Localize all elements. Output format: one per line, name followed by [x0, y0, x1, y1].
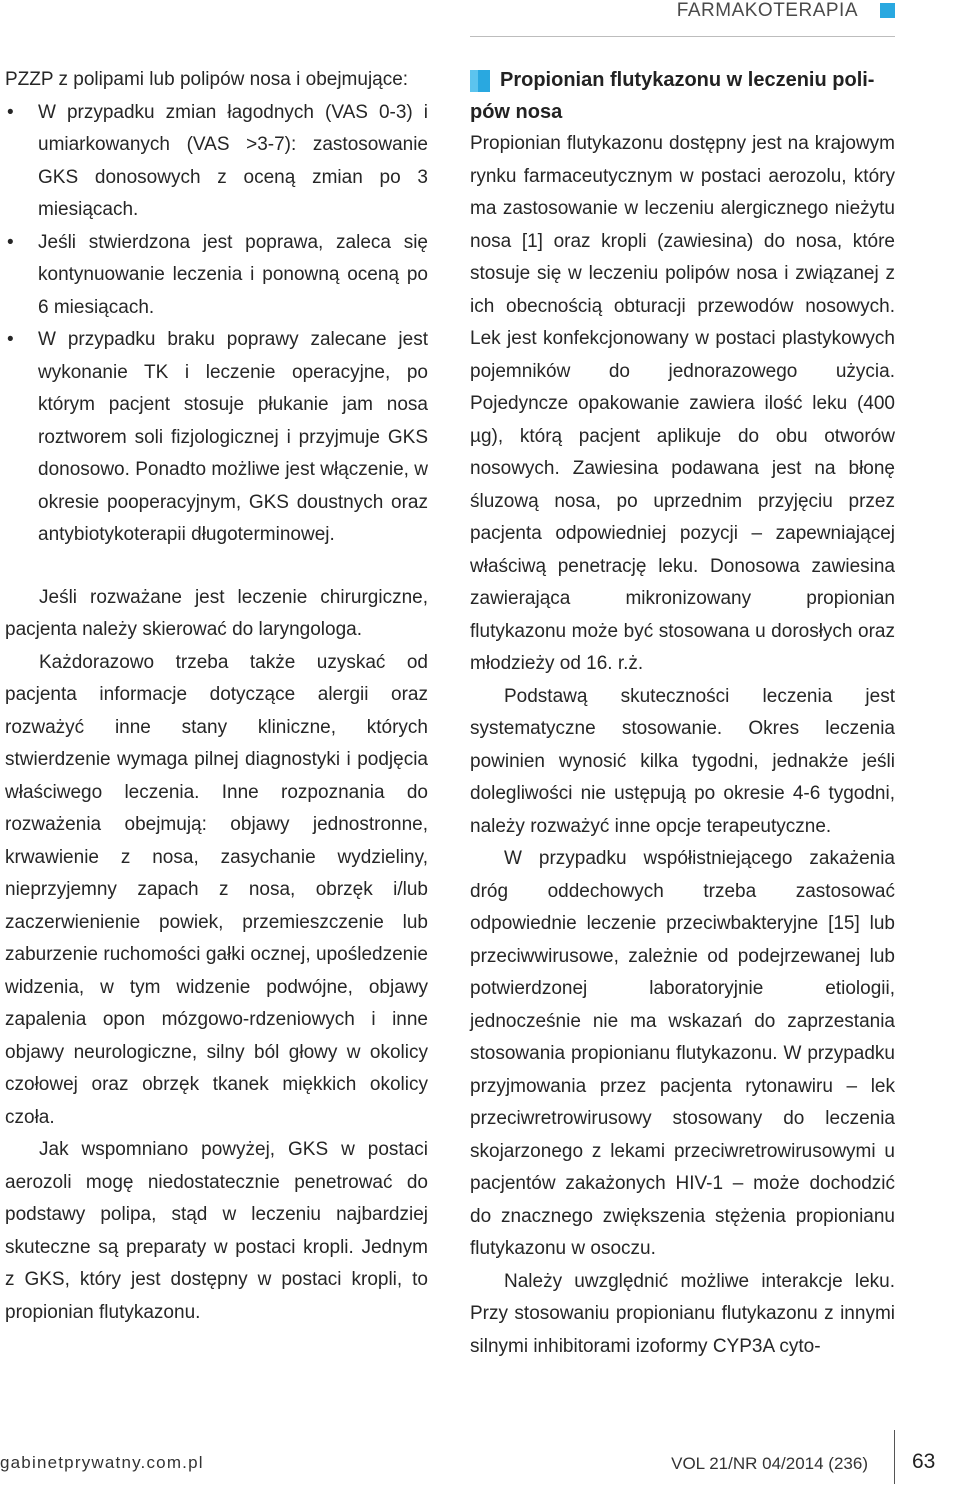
footer-divider [894, 1430, 895, 1484]
header-rule [470, 36, 895, 37]
paragraph: Każdorazowo trzeba także uzyskać od pacjenta informacje dotyczące alergii oraz rozważyć inne stany kliniczne, których stwierdzenie wymaga pilnej diagnostyki i podjęcia właściwego leczenia. Inne rozpoznania do rozważenia obejmują: objawy jednostronne, krwawienie z nosa, zasychanie wydzieliny, nieprzyjemny zapach z nosa, obrzęk i/lub zaczerwienienie powiek, przemieszczenie lub zaburzenie ruchomości gałki ocznej, upośledzenie widzenia, w tym widzenie podwójne, objawy zapalenia opon mózgowo-rdzeniowych i inne objawy neurologiczne, silny ból głowy w okolicy czołowej oraz obrzęk tkanek miękkich okolicy czoła. [5, 651, 428, 1128]
section-heading [470, 64, 895, 128]
spacer [5, 552, 428, 582]
right-column [470, 64, 895, 1363]
list-item-text: W przypadku zmian łagodnych (VAS 0-3) i umiarkowanych (VAS >3-7): zastosowanie GKS donosowych z oceną zmian po 3 miesiącach. [38, 101, 428, 220]
page-footer [0, 1430, 960, 1491]
paragraph: Jak wspomniano powyżej, GKS w postaci aerozoli mogę niedostatecznie penetrować do podstawy polipa, stąd w leczeniu najbardziej skuteczne są preparaty w postaci kropli. Jednym z GKS, który jest dostępny w postaci kropli, to propionian flutykazonu. [5, 1139, 428, 1323]
heading-line-1: Propionian flutykazonu w leczeniu poli- [500, 69, 875, 91]
page-header [0, 0, 960, 40]
bullet-icon: • [7, 231, 14, 253]
section-marker-square [880, 3, 895, 18]
list-item [5, 97, 428, 227]
intro-text: PZZP z polipami lub polipów nosa i obejmujące: [5, 69, 409, 90]
paragraph: Jeśli rozważane jest leczenie chirurgiczne, pacjenta należy skierować do laryngologa. [5, 586, 428, 640]
issue-info: VOL 21/NR 04/2014 (236) [671, 1454, 868, 1473]
list-item [5, 227, 428, 325]
recommendation-list [5, 97, 428, 552]
heading-line-2: pów nosa [470, 101, 563, 123]
paragraph: Propionian flutykazonu dostępny jest na krajowym rynku farmaceutycznym w postaci aerozolu, który ma zastosowanie w leczeniu alergicznego nieżytu nosa [1] oraz kropli (zawiesina) do nosa, które stosuje się w leczeniu polipów nosa i związanej z ich obecnością obturacji przewodów nosowych. Lek jest konfekcjonowany w postaci plastykowych pojemników do jednorazowego użycia. Pojedyncze opakowanie zawiera ilość leku (400 µg), którą pacjent aplikuje do obu otworów nosowych. Zawiesina podawana jest na błonę śluzową nosa, po uprzednim przyjęciu przez pacjenta odpowiedniej pozycji – zapewniającej właściwą penetrację leku. Donosowa zawiesina zawierająca mikronizowany propionian flutykazonu może być stosowana u dorosłych oraz młodzieży od 16. r.ż. [470, 133, 895, 674]
list-item-text: W przypadku braku poprawy zalecane jest wykonanie TK i leczenie operacyjne, po którym pacjent stosuje płukanie jam nosa roztworem soli fizjologicznej i przyjmuje GKS donosowo. Ponadto możliwe jest włączenie, w okresie pooperacyjnym, GKS doustnych oraz antybiotykoterapii długoterminowej. [38, 329, 428, 545]
list-item-text: Jeśli stwierdzona jest poprawa, zaleca się kontynuowanie leczenia i ponowną oceną po 6 miesiącach. [38, 231, 428, 318]
paragraph: Podstawą skuteczności leczenia jest systematyczne stosowanie. Okres leczenia powinien wynosić kilka tygodni, jednakże jeśli dolegliwości nie ustępują po okresie 4-6 tygodni, należy rozważyć inne opcje terapeutyczne. [470, 685, 895, 837]
page-number: 63 [912, 1450, 936, 1473]
paragraph: W przypadku współistniejącego zakażenia dróg oddechowych trzeba zastosować odpowiednie leczenie przeciwbakteryjne [15] lub przeciwwirusowe, zależnie od podejrzewanej lub potwierdzonej laboratoryjnie etiologii, jednocześnie nie ma wskazań do zaprzestania stosowania propionianu flutykazonu. W przypadku przyjmowania przez pacjenta rytonawiru – lek przeciwretrowirusowy stosowany do leczenia skojarzonego z lekami przeciwretrowirusowymi u pacjentów zakażonych HIV-1 – może dochodzić do znacznego zwiększenia stężenia propionianu flutykazonu w osoczu. [470, 848, 895, 1259]
left-column [5, 64, 428, 1329]
bullet-icon: • [7, 101, 14, 123]
section-title: FARMAKOTERAPIA [676, 0, 858, 21]
website-link[interactable]: gabinetprywatny.com.pl [0, 1453, 204, 1472]
bullet-icon: • [7, 329, 14, 350]
paragraph: Należy uwzględnić możliwe interakcje leku. Przy stosowaniu propionianu flutykazonu z innymi silnymi inhibitorami izoformy CYP3A cyto- [470, 1270, 895, 1357]
list-item [5, 324, 428, 552]
heading-marker-accent [478, 70, 490, 92]
